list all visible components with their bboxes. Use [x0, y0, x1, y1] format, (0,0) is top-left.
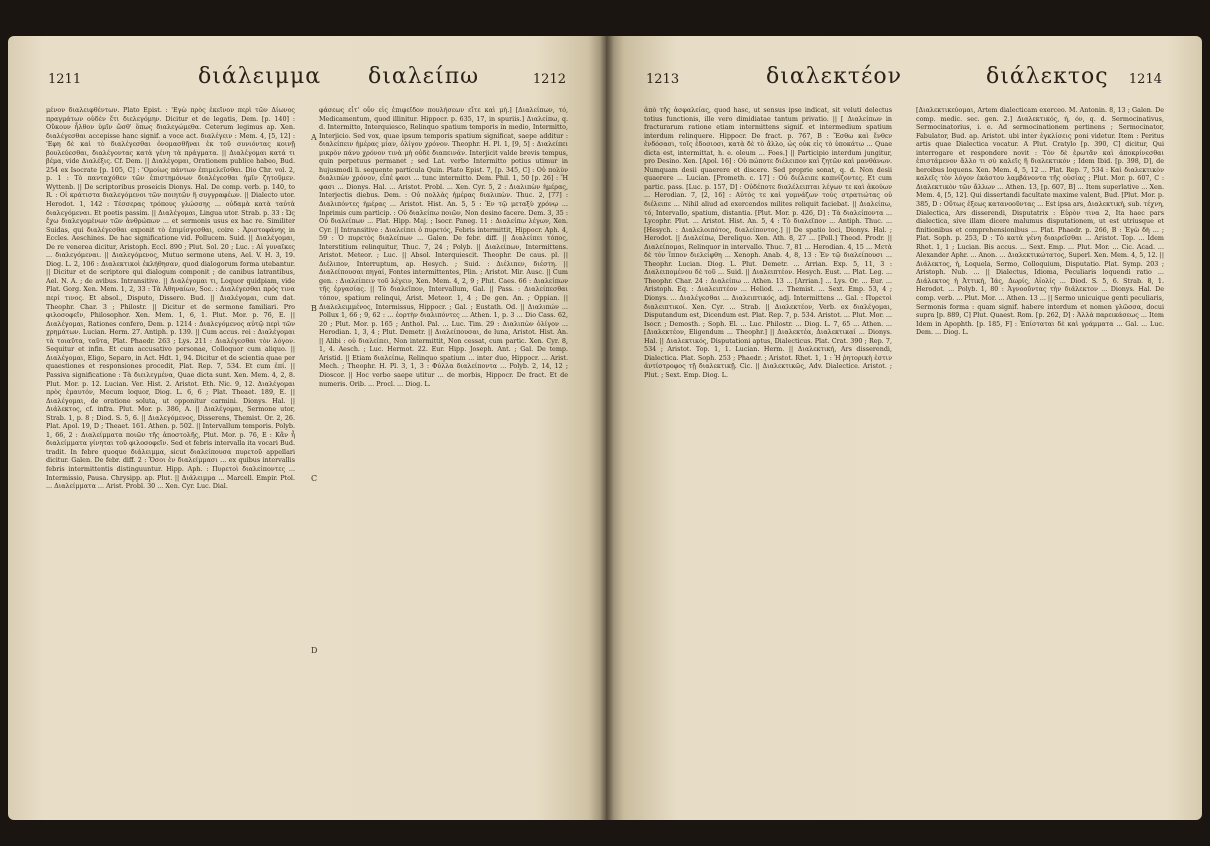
section-mark-a: A	[311, 133, 317, 142]
section-mark-c: C	[311, 474, 318, 483]
right-page-column-1	[644, 106, 892, 790]
right-page	[606, 36, 1202, 820]
page-number-right: 1214	[1128, 72, 1162, 87]
left-headword-2: διαλείπω	[368, 64, 480, 89]
left-page-header	[48, 64, 566, 94]
left-page	[8, 36, 606, 820]
right-headword-2: διάλεκτος	[986, 64, 1109, 89]
right-page-header	[646, 64, 1162, 94]
left-page-column-1	[46, 106, 295, 790]
left-page-columns	[46, 106, 568, 790]
section-mark-d: D	[311, 646, 318, 655]
right-col-1-text: ἀπὸ τῆς ἀσφαλείας, quod hasc, ut sensus ipse indicat, sit veluti delectus totius functionis, ille vero dimidiatae tantum privatio. || [ Διαλείπων in fracturarum ratione etiam intermittens signif. et intermedium spatium interdum relinquere. Hippocr. De fract. p. 767, B : Ἔσθω καὶ ἔνθεν ἐνδόσασι, τοῖς ἐδοσιοσι, κατὰ δὲ τὸ ἄλλο, ὡς οὐκ εἰς τὸ ὑποκάτω ... Quae dicta est, intermittat, h. e. oleum ... Foes.] || Participio interdum jungitur, pro Desino. Xen. [Apol. 16] : Οὐ πώποτε διέλειπον καὶ ζητῶν καὶ μανθάνων. Numquam desii quaerere et discere. Sed proprie sonat, q. d. Non desii quaerere ... Lucian. [Prometh. c. 17] : Οὐ διέλειπε καπνίζοντες. Et cum partic. pass. [Luc. p. 157, D] : Οὐδέποτε διαλέλειπται λέγων τε καὶ ἀκούων ... Herodian. 7, [2, 16] : Αὐτὸς τε καὶ γυμνάζων τοὺς στρατιώτας οὐ διέλειπε ... Nihil aliud ad exercendos milites reliquit faciebat. || Διαλείπω, τό, Intervallo, spatium, distantia. [Plut. Mor. p. 426, D] : Τὰ διαλείποντα ... Lycophr. Plut. ... Aristot. Hist. An. 5, 4 : Τὸ διαλεῖπον ... Antiph. Thuc. ... [Hesych. : Διαλελοιπότος, διαλείποντος.] || De spatio loci, Dionys. Hal. ; Herodot. || Διαλείπω, Dereliquo. Xen. Ath. 8, 27 ... [Poll.] Theod. Prodr. || Διαλείπομαι, Relinquor in intervallo. Thuc. 7, 81 ... Herodian. 4, 15 ... Μετὰ δὲ τὸν ἵππον διελείφθη ... Xenoph. Anab. 4, 8, 13 : Ἐν τῷ διαλείπουσι ... Theophr. Lucian. Diog. L. Plut. Demetr. ... Arrian. Exp. 5, 11, 3 : Διαλειπομένου δὲ τοῦ ... Suid. || Διαλειπτέον. Hesych. Eust. ... Plat. Leg. ... Theophr. Char. 24 : Διαλείπω ... Athen. 13 ... [Arrian.] ... Lys. Or. ... Eur. ... Aristoph. Eq. : Διαλειπτέον ... Heliod. ... Themist. ... Sext. Emp. 53, 4 ; Dionys. ... Διαλέγεσθαι ... Διαλειπτικός, adj. Intermittens ... Gal. : Πυρετοὶ διαλειπτικοί. Xen. Cyr. ... Strab. || Διαλεκτέον, Verb. ex διαλέγομαι, Disputandum est, Dicendum est. Plat. Rep. 7, p. 534. Aristot. ... Plut. Mor. ... Isocr. ; Demosth. ; Soph. El. ... Luc. Philostr. ... Diog. L. 7, 65 ... Athen. ... [Διαλεκτέον, Eligendum ... Theophr.] || Διαλεκτέα, Διαλεκτικαί ... Dionys. Hal. || Διαλεκτικός, Disputationi aptus, Dialecticus. Plat. Crat. 390 ; Rep. 7, 534 ; Aristot. Top. 1, 1. Lucian. Herm. || Διαλεκτική, Ars disserendi, Dialectica. Plat. Soph. 253 ; Phaedr. ; Aristot. Rhet. 1, 1 : Ἡ ῥητορικὴ ἐστιν ἀντίστροφος τῇ διαλεκτικῇ. Cic. || Διαλεκτικῶς, Adv. Dialectice. Aristot. ; Plut. ; Sext. Emp. Diog. L.	[644, 106, 892, 379]
open-book	[8, 36, 1202, 820]
right-headword-1: διαλεκτέον	[766, 64, 903, 89]
right-page-columns	[644, 106, 1164, 790]
page-number-right-of-left: 1212	[532, 72, 566, 87]
left-col-1-text: μένον διαλειφθέντων. Plato Epist. : 'Εγὼ πρὸς ἐκεῖνον περὶ τῶν Δίωνος πραγμάτων οὐδὲν ἔτι διελεγόμην. Dicitur et de legatis, Dem. [p. 140] : Οὔκουν ἦλθον ὑμῖν ὥσθ' ὅπως διαλεγώμεθα. Ceterum legimus ap. Xen. διαλέγεσθαι accepisse hanc signif. a voce act. διαλέγειν : Mem. 4, [5, 12] : 'Εφη δὲ καὶ τὸ διαλέγεσθαι ὀνομασθῆναι ἐκ τοῦ συνιόντας κοινῇ βουλεύεσθαι, διαλέγοντας κατὰ γένη τὰ πράγματα. || Διαλέγομαι κατά τι βέμα, vide Διαλέξις. Cf. Dem. || Διαλέγομαι, Orationem publice habeo, Bud. 254 ex Isocrate [p. 105, C] : 'Ομοίως πάντων ἐπιμελεῖσθαι. Dio Chr. vol. 2, p. 1 : Τὸ πανταχόθεν τῶν ἐπιστημόνων διαλέγεσθαι ἡμῖν ζητοῦμεν. Wyttenb. || De scriptoribus proseicis Dionys. Hal. De comp. verb. p. 140, to R. : Οἱ κράτιστα διαλεγόμενοι τῶν ποιητῶν ἢ συγγραφέων. || Dialecto utor. Herodot. 1, 142 : Τέσσερας τρόπους γλώσσης ... οὐδαμὰ κατὰ ταὐτὰ διαλεγόμεναι. Et poetis passim. || Διαλέγομαι, Lingua utor. Strab. p. 33 : Ὡς ἔχω διαλεγομένων τῶν ἀνθρώπων ... et sermonis usus ex hac re. Similiter Suidas, qui διαλέγεσθαι exponit τὸ ἐπιμίσγεσθαι, coire : Ἀριστοφάνης in Eccles. Aeschines. De hac significatione vid. Pollucem. Suid. || Διαλέγομαι, De re venerea dicitur, Aristoph. Eccl. 890 ; Plut. Sol. 20 ; Luc. : Αἱ γυναῖκες ... διαλεγόμεναι. || Διαλεγόμενος, Mutuo sermone utens, Ael. V. H. 3, 19. Diog. L. 2, 106 : Διαλεκτικοὶ ἐκλήθησαν, quod dialogorum forma utebantur. || Dicitur et de scriptore qui dialogum componit ; de canibus latrantibus, Ael. N. A. ; de avibus. Intransitive. || Διαλέγομαι τι, Loquor quidpiam, vide Plat. Gorg. Xen. Mem. 1, 2, 33 : Τὰ Ἀθηναίων, Soc. : Διαλέγεσθαι πρός τινα περί τινος. Et absol., Disputo, Dissero. Bud. || Διαλέγομαι, cum dat. Theophr. Char. 3 ; Philostr. || Dicitur et de sermone familiari. Pro φιλοσοφεῖν, Philosophor. Xen. Mem. 1, 6, 1. Plut. Mor. p. 76, E. || Διαλέγομαι, Rationes confero, Dem. p. 1214 : Διαλεγόμενος αὐτῷ περὶ τῶν χρημάτων. Lucian. Herm. 27. Antiph. p. 139. || Cum accus. rei : Διαλέγομαι τὰ τοιαῦτα, ταῦτα, Plat. Phaedr. 263 ; Lys. 211 : Διαλέγεσθαι τὸν λόγον. Sequitur et infin. Et cum accusativo personae, Colloquor cum aliquo. || Διαλέγομαι, Eligo, Separo, in Act. Hdt. 1, 94. Dicitur et de scientia quae per quaestiones et responsiones procedit, Plat. Rep. 7, 534. Et cum ἐπί. || Passiva significatione : Τὰ διειλεγμένα, Quae dicta sunt. Xen. Mem. 4, 2, 8. Plut. Mor. p. 12. Lucian. Ver. Hist. 2. Aristot. Eth. Nic. 9, 12. Διαλέγομαι πρὸς ἐμαυτόν, Mecum loquor, Diog. L. 6, 6 ; Plat. Theaet. 189, E. || Διαλέγομαι, de oratione soluta, ut opponitur carmini. Dionys. Hal. || Διάλεκτος, cf. infra. Plut. Mor. p. 386, A. || Διαλέγομαι, Sermone utor, Strab. 1, p. 8 ; Diod. S. 5, 6. || Διαλεγόμενος, Disserens, Themist. Or. 2, 26. Plat. Apol. 19, D ; Theaet. 161. Athen. p. 502. || Intervallum temporis. Polyb. 1, 66, 2 : Διαλείμματα ποιῶν τῆς ἀποστολῆς, Plut. Mor. p. 76, E : Κἂν ἦ διαλείμματα γίνηται τοῦ φιλοσοφεῖν. Sed et febris intervalla ita vocari Bud. tradit. In febre quoque διάλειμμα, sicut διαλείπουσα πυρετοῦ appellari dicitur. Galen. De febr. diff. 2 : Ὅσοι ἐν διαλείμμασι ... ex quibus intervallis febris intermittentis distinguuntur. Hipp. Aph. : Πυρετοὶ διαλείποντες ... Intermissio, Pausa. Chrysipp. ap. Plut. || Διάλειμμα ... Marcell. Empir. Ptol. ... Διαλείμματα ... Arist. Probl. 30 ... Xen. Cyr. Luc. Dial.	[46, 106, 295, 491]
page-number-left-of-right: 1213	[646, 72, 680, 87]
right-page-column-2	[916, 106, 1164, 790]
section-mark-b: B	[311, 304, 317, 313]
left-col-2-text: φάσεως εἶτ' οὖν εἰς ἐπιφεῖδον πουλήσεων εἴτε καὶ μὴ.] [Διαλείπων, τό, Medicamentum, quod illinitur. Hippocr. p. 635, 17, in spuriis.] Διαλείπω, q. d. Intermitto, Interquiesco, Relinquo spatium temporis in medio, Intermitto, Interjicio. Sed vox, quae ipsum temporis spatium significat, saepe additur : διαλείπειν ἡμέρας μίαν, ὀλίγον χρόνον. Theophr. H. Pl. 1, [9, 5] : Διαλείπει μικρὸν πάνυ χρόνον τινὰ μὴ οὐδὲ διαπεινάν. Interjicit valde brevis tempus, quin perpetuus permanet ; sed Lat. verbo Intermitto potius utimur in hujusmodi li. sequente partícula Quin. Plato Epist. 7, [p. 345, C] : Οὐ πολὺν διαλιπὼν χρόνον, εἶπέ φασι ... tunc intermitto. Dem. Phil. 1, 50 [p. 26] : Ἤ φασι ... Dionys. Hal. ... Aristot. Probl. ... Xen. Cyr. 5, 2 : Διαλιπὼν ἡμέρας, Interjectis diebus. Dem. : Οὐ πολλὰς ἡμέρας διαλιπὼν. Thuc. 2, [77] : Διαλιπόντες ἡμέρας ... Aristot. Hist. An. 5, 5 : Ἐν τῷ μεταξὺ χρόνῳ ... Inprimis cum particip. : Οὐ διαλείπω ποιῶν, Non desino facere. Dem. 3, 35 : Οὐ διαλείπων ... Plat. Hipp. Maj. ; Isocr. Paneg. 11 : Διαλείπω λέγων, Xen. Cyr. || Intransitive : Διαλείπει ὁ πυρετός, Febris intermittit, Hippocr. Aph. 4, 59 : Ὁ πυρετὸς διαλείπων ... Galen. De febr. diff. || Διαλείπει τόπος, Interstitium relinquitur, Thuc. 7, 24 ; Polyb. || Διαλείπων, Intermittens. Aristot. Meteor. ; Luc. || Absol. Interquiescit. Theophr. De caus. pl. || Διέλιπον, Interruptum, ap. Hesych. ; Suid. : Διέλιπεν, διέστη. || Διαλείπουσαι πηγαί, Fontes intermittentes, Plin. ; Aristot. Mir. Ausc. || Cum gen. : Διαλείπειν τοῦ λέγειν, Xen. Mem. 4, 2, 9 ; Plut. Caes. 66 : Διαλείπων τῆς ἐργασίας. || Τὸ διαλεῖπον, Intervallum, Gal. || Pass. : Διαλείπεσθαι τόπον, spatium relinqui, Arist. Meteor. 1, 4 ; De gen. An. ; Oppian. || Διαλελειμμένος, Intermissus, Hippocr. ; Gal. ; Eustath. Od. || Διαλιπών ... Pollux 1, 66 ; 9, 62 : ... ἑορτὴν διαλιπόντες ... Athen. 1, p. 3 ... Dio Cass. 62, 20 ; Plut. Mor. p. 165 ; Anthol. Pal. ... Luc. Tim. 29 : Διαλιπὼν ὀλίγον ... Herodian. 1, 3, 4 ; Plut. Demetr. || Διαλείπουσαι, de luna, Aristot. Hist. An. || Alibi : οὐ διαλείπει, Non intermittit, Non cessat, cum partic. Xen. Cyr. 8, 1, 4. Aesch. ; Luc. Hermot. 22. Eur. Hipp. Joseph. Ant. ; Gal. De temp. Aristid. || Etiam διαλείπω, Relinquo spatium ... inter duo, Hippocr. ... Arist. Mech. ; Theophr. H. Pl. 3, 1, 3 : Φύλλα διαλείποντα ... Polyb. 2, 14, 12 ; Dioscor. || Hoc verbo saepe utitur ... de morbis, Hippocr. De fract. Et de numeris. Orib. ... Procl. ... Diog. L.	[319, 106, 568, 388]
left-page-column-2	[319, 106, 568, 790]
book-gutter	[600, 36, 614, 820]
left-headword-1: διάλειμμα	[198, 64, 322, 89]
right-col-2-text: [Διαλεκτικεύομαι, Artem dialecticam exerceo. M. Antonin. 8, 13 ; Galen. De comp. medic. sec. gen. 2.] Διαλεκτικός, ή, όν, q. d. Sermocinativus, Sermocinatorius, i. e. Ad sermocinationem pertinens ; Sermocinator, Fabulator, Bud. ap. Aristot. ubi inter ἐγκλίσεις poni videtur. Item : Peritus artis quae Dialectica vocatur. A Plut. Cratylo [p. 390, C] dicitur, Qui interrogare et respondere novit : Τὸν δὲ ἐρωτᾶν καὶ ἀποκρίνεσθαι ἐπιστάμενον ἄλλο τι σὺ καλεῖς ἢ διαλεκτικόν ; Idem Ibid. [p. 398, D], de heroibus loquens. Xen. Mem. 4, 5, 12 ... Plat. Rep. 7, 534 : Καὶ διαλεκτικὸν καλεῖς τὸν λόγον ἑκάστου λαμβάνοντα τῆς οὐσίας ; Plut. Mor. p. 607, C : Διαλεκτικὸν τῶν ἄλλων ... Athen. 13, [p. 607, B] ... Item superlative ... Xen. Mem. 4, [5, 12]. Qui dissertandi facultate maxime valent, Bud. [Plut. Mor. p. 385, D : Οὕτως ἐξεως κατανοοῦντας ... Est ipsa ars, Διαλεκτική, sub. τέχνη, Dialectica, Ars disserendi, Disputatrix : Εὑρὸν τινα 2, Ita haec pars dialectica, sive illam dicere malumus disputationem, ut est utriusque et finitionibus et comprehensionibus ... Plat. Phaedr. p. 266, B : Ἐγὼ δὴ ... ; Plat. Soph. p. 253, D : Τὸ κατὰ γένη διαιρεῖσθαι ... Aristot. Top. ... Idem Rhet. 1, 1 ; Lucian. Bis accus. ... Sext. Emp. ... Plut. Mor. ... Cic. Acad. ... Alexander Aphr. ... Anon. ... Διαλεκτικώτατος, Superl. Xen. Mem. 4, 5, 12. || Διάλεκτος, ἡ, Loquela, Sermo, Colloquium, Disputatio. Plat. Symp. 203 ; Aristoph. Nub. ... || Dialectus, Idioma, Peculiaris loquendi ratio ... Διάλεκτος ἡ Ἀττικὴ, Ἰάς, Δωρίς, Αἰολίς ... Diod. S. 5, 6. Strab. 8, 1. Herodot. ... Polyb. 1, 80 : Ἀγνοοῦντας τὴν διάλεκτον ... Dionys. Hal. De comp. verb. ... Plut. Mor. ... Athen. 13 ... || Sermo unicuique genti peculiaris, Sermonis forma : quam signif. habere interdum et nomen γλῶσσα, docui supra [p. 889, C] Plut. Quaest. Rom. [p. 262, D] : Ἀλλὰ παρεικάσεως ... Item Idem in Apophth. [p. 185, F] : Ἐπίσταται δὲ καὶ γράμματα ... Gal. ... Luc. Dem. ... Diog. L.	[916, 106, 1164, 337]
page-number-left: 1211	[48, 72, 82, 87]
